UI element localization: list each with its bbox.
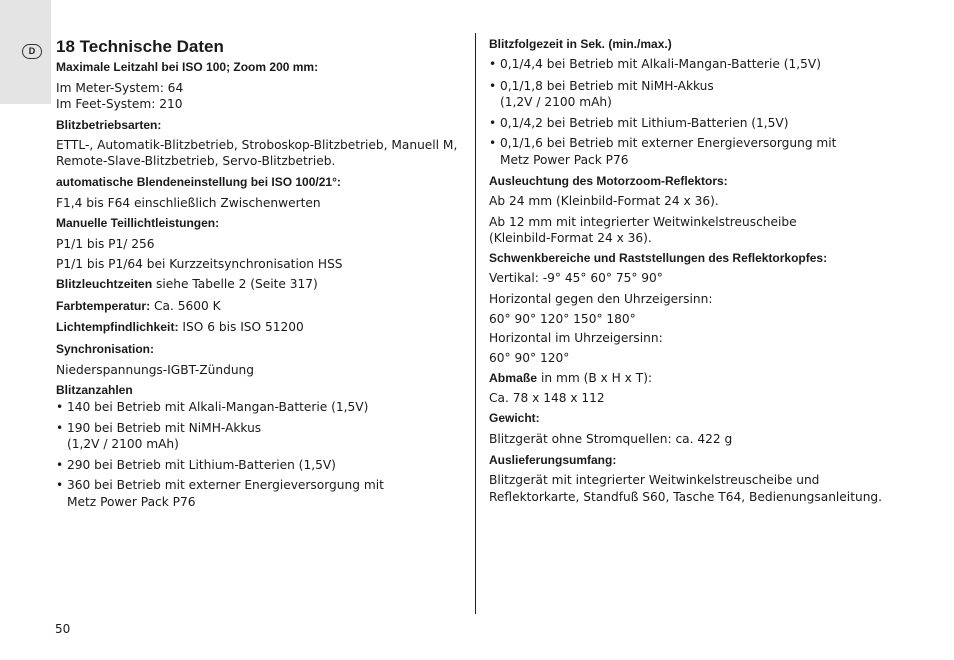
- horiz-im-values: 60° 90° 120°: [489, 351, 570, 365]
- page-number: 50: [55, 622, 71, 636]
- abmasse-values: Ca. 78 x 148 x 112: [489, 391, 605, 405]
- abmasse-line: [489, 370, 652, 386]
- horiz-gegen-text: Horizontal gegen den Uhrzeigersinn:: [489, 292, 713, 306]
- horiz-im-text: Horizontal im Uhrzeigersinn:: [489, 331, 663, 345]
- ausleuchtung-line-1: Ab 24 mm (Kleinbild-Format 24 x 36).: [489, 194, 719, 208]
- column-divider: [475, 33, 476, 614]
- lichtempf-label: Lichtempfindlichkeit:: [56, 320, 179, 334]
- schwenk-heading: Schwenkbereiche und Raststellungen des Reflektorkopfes:: [489, 251, 828, 265]
- ausleuchtung-line-2: Ab 12 mm mit integrierter Weitwinkelstreuscheibe: [489, 215, 797, 229]
- vertikal-text: Vertikal: -9° 45° 60° 75° 90°: [489, 271, 663, 285]
- betriebsarten-line-2: Remote-Slave-Blitzbetrieb, Servo-Blitzbetrieb.: [56, 154, 336, 168]
- horiz-gegen-values: 60° 90° 120° 150° 180°: [489, 312, 636, 326]
- leuchtzeiten-line: [56, 276, 318, 292]
- teillicht-line-2: P1/1 bis P1/64 bei Kurzzeitsynchronisation HSS: [56, 257, 343, 271]
- blende-heading: automatische Blendeneinstellung bei ISO 100/21°:: [56, 175, 341, 189]
- lieferumfang-line-1: Blitzgerät mit integrierter Weitwinkelstreuscheibe und: [489, 473, 820, 487]
- ausleuchtung-line-3: (Kleinbild-Format 24 x 36).: [489, 231, 652, 245]
- farbtemp-line: [56, 298, 221, 314]
- leuchtzeiten-text: siehe Tabelle 2 (Seite 317): [152, 277, 318, 291]
- lieferumfang-heading: Auslieferungsumfang:: [489, 453, 617, 467]
- language-badge: D: [22, 44, 42, 59]
- blende-text: F1,4 bis F64 einschließlich Zwischenwerten: [56, 196, 321, 210]
- language-side-tab: [0, 0, 51, 104]
- gewicht-text: Blitzgerät ohne Stromquellen: ca. 422 g: [489, 432, 733, 446]
- sync-text: Niederspannungs-IGBT-Zündung: [56, 363, 255, 377]
- abmasse-label: Abmaße: [489, 371, 538, 385]
- folgezeit-heading: Blitzfolgezeit in Sek. (min./max.): [489, 37, 672, 51]
- max-leitzahl-heading: Maximale Leitzahl bei ISO 100; Zoom 200 mm:: [56, 60, 319, 74]
- betriebsarten-heading: Blitzbetriebsarten:: [56, 118, 162, 132]
- gewicht-heading: Gewicht:: [489, 411, 540, 425]
- page-title: 18 Technische Daten: [56, 37, 224, 56]
- farbtemp-label: Farbtemperatur:: [56, 299, 151, 313]
- anzahlen-heading: Blitzanzahlen: [56, 383, 133, 397]
- teillicht-line-1: P1/1 bis P1/ 256: [56, 237, 155, 251]
- teillicht-heading: Manuelle Teillichtleistungen:: [56, 216, 220, 230]
- lieferumfang-line-2: Reflektorkarte, Standfuß S60, Tasche T64, Bedienungsanleitung.: [489, 490, 883, 504]
- betriebsarten-line-1: ETTL-, Automatik-Blitzbetrieb, Stroboskop-Blitzbetrieb, Manuell M,: [56, 138, 458, 152]
- feet-system-text: Im Feet-System: 210: [56, 97, 183, 111]
- farbtemp-text: Ca. 5600 K: [150, 299, 221, 313]
- lichtempf-text: ISO 6 bis ISO 51200: [178, 320, 304, 334]
- lichtempf-line: [56, 319, 304, 335]
- sync-heading: Synchronisation:: [56, 342, 155, 356]
- ausleuchtung-heading: Ausleuchtung des Motorzoom-Reflektors:: [489, 174, 728, 188]
- abmasse-text: in mm (B x H x T):: [537, 371, 653, 385]
- meter-system-text: Im Meter-System: 64: [56, 81, 184, 95]
- leuchtzeiten-label: Blitzleuchtzeiten: [56, 277, 153, 291]
